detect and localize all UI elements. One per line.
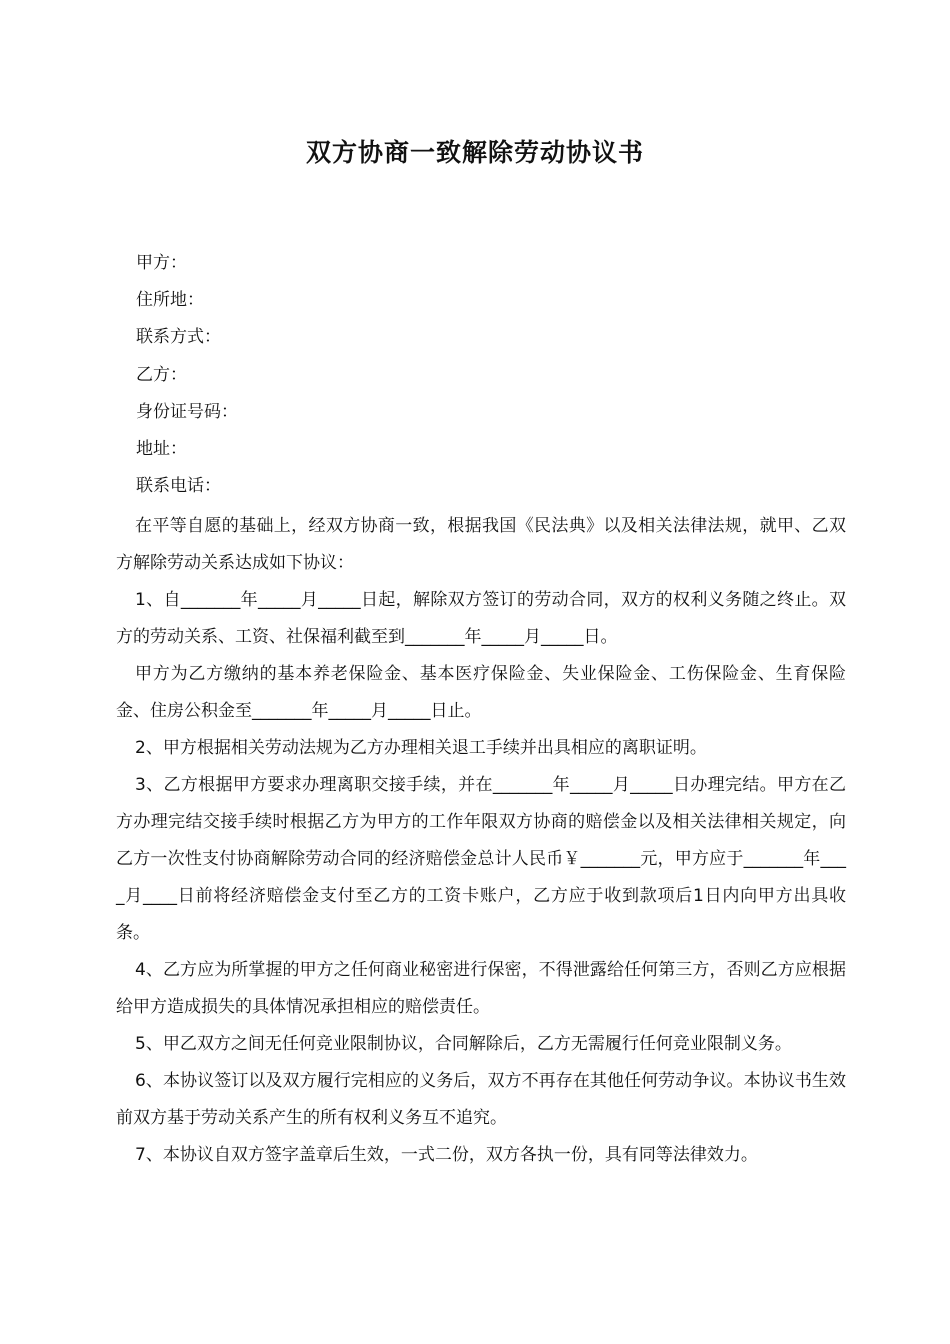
clause-1-insurance-paragraph: 甲方为乙方缴纳的基本养老保险金、基本医疗保险金、失业保险金、工伤保险金、生育保险金、住房公积金至_______年_____月_____日止。 bbox=[116, 664, 846, 721]
clause-3-paragraph: 3、乙方根据甲方要求办理离职交接手续，并在_______年_____月_____日办理完结。甲方在乙方办理完结交接手续时根据乙方为甲方的工作年限双方协商的赔偿金以及相关法律相关规定，向乙方一次性支付协商解除劳动合同的经济赔偿金总计人民币￥_______元，甲方应于_______年____月____日前将经济赔偿金支付至乙方的工资卡账户，乙方应于收到款项后1日内向甲方出具收条。 bbox=[116, 775, 846, 943]
party-b-address-field: 地址： bbox=[136, 439, 187, 459]
agreement-body bbox=[116, 508, 846, 1174]
party-a-field: 甲方： bbox=[136, 253, 187, 273]
party-b-phone-field: 联系电话： bbox=[136, 476, 221, 496]
party-a-address-field: 住所地： bbox=[136, 290, 204, 310]
clause-6-paragraph: 6、本协议签订以及双方履行完相应的义务后，双方不再存在其他任何劳动争议。本协议书生效前双方基于劳动关系产生的所有权利义务互不追究。 bbox=[116, 1071, 846, 1128]
party-b-field: 乙方： bbox=[136, 365, 187, 385]
clause-7-paragraph: 7、本协议自双方签字盖章后生效，一式二份，双方各执一份，具有同等法律效力。 bbox=[135, 1145, 758, 1165]
preamble-paragraph: 在平等自愿的基础上，经双方协商一致，根据我国《民法典》以及相关法律法规，就甲、乙双方解除劳动关系达成如下协议： bbox=[116, 516, 846, 573]
party-a-contact-field: 联系方式： bbox=[136, 327, 221, 347]
clause-2-paragraph: 2、甲方根据相关劳动法规为乙方办理相关退工手续并出具相应的离职证明。 bbox=[135, 738, 707, 758]
party-b-id-number-field: 身份证号码： bbox=[136, 402, 238, 422]
document-title: 双方协商一致解除劳动协议书 bbox=[305, 138, 644, 167]
clause-5-paragraph: 5、甲乙双方之间无任何竞业限制协议，合同解除后，乙方无需履行任何竞业限制义务。 bbox=[135, 1034, 792, 1054]
clause-1-paragraph: 1、自_______年_____月_____日起，解除双方签订的劳动合同，双方的权利义务随之终止。双方的劳动关系、工资、社保福利截至到_______年_____月_____日。 bbox=[116, 590, 846, 647]
clause-4-paragraph: 4、乙方应为所掌握的甲方之任何商业秘密进行保密，不得泄露给任何第三方，否则乙方应根据给甲方造成损失的具体情况承担相应的赔偿责任。 bbox=[116, 960, 846, 1017]
